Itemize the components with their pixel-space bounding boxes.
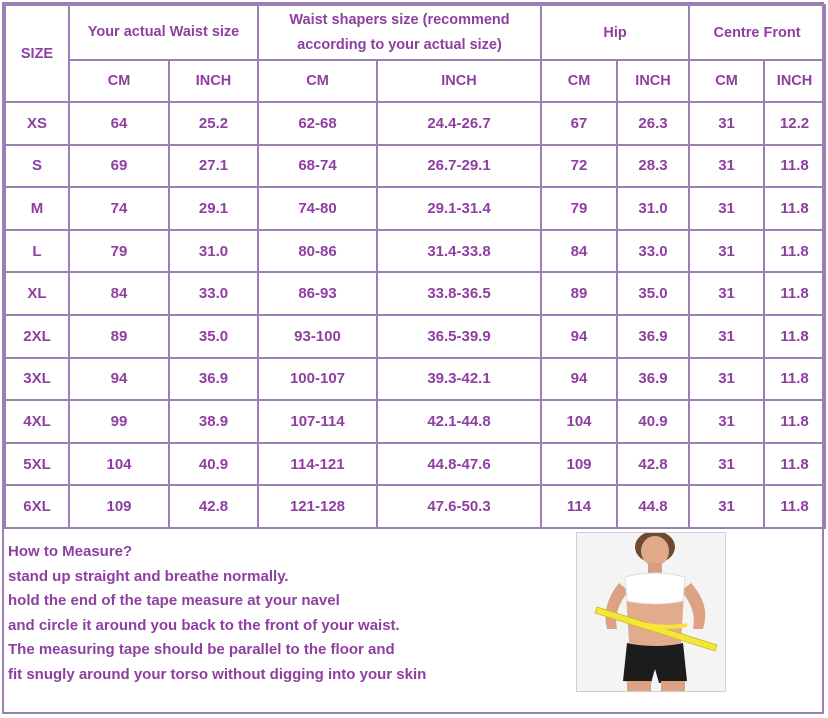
table-row [5, 400, 825, 443]
shaper-cm-cell: 68-74 [258, 145, 377, 188]
hip-inch-cell: 33.0 [617, 230, 689, 273]
size-header: SIZE [5, 5, 69, 102]
cf-inch-cell: 11.8 [764, 315, 825, 358]
waist-inch-cell: 29.1 [169, 187, 258, 230]
shaper-inch-cell: 47.6-50.3 [377, 485, 541, 528]
hip-cm-cell: 109 [541, 443, 617, 486]
size-rows [5, 102, 825, 528]
how-to-title: How to Measure? [8, 543, 133, 560]
hip-inch-cell: 31.0 [617, 187, 689, 230]
waist-inch-cell: 42.8 [169, 485, 258, 528]
how-to-measure [8, 540, 426, 688]
hip-cm-cell: 114 [541, 485, 617, 528]
cf-cm-cell: 31 [689, 145, 764, 188]
hip-cm-cell: 67 [541, 102, 617, 145]
table-row [5, 187, 825, 230]
cf-cm-cell: 31 [689, 358, 764, 401]
shaper-cm-cell: 100-107 [258, 358, 377, 401]
cf-cm-header: CM [689, 60, 764, 102]
size-cell: L [5, 230, 69, 273]
size-chart-table [4, 4, 826, 529]
shaper-cm-cell: 62-68 [258, 102, 377, 145]
waist-inch-cell: 40.9 [169, 443, 258, 486]
size-cell: 4XL [5, 400, 69, 443]
waist-cm-cell: 99 [69, 400, 169, 443]
cf-inch-cell: 11.8 [764, 485, 825, 528]
hip-cm-cell: 104 [541, 400, 617, 443]
size-cell: XS [5, 102, 69, 145]
cf-inch-cell: 11.8 [764, 230, 825, 273]
cf-cm-cell: 31 [689, 102, 764, 145]
hip-cm-header: CM [541, 60, 617, 102]
how-to-line: and circle it around you back to the front of your waist. [8, 616, 400, 634]
waist-cm-cell: 84 [69, 272, 169, 315]
shaper-inch-cell: 36.5-39.9 [377, 315, 541, 358]
cf-cm-cell: 31 [689, 272, 764, 315]
waist-cm-cell: 94 [69, 358, 169, 401]
cf-cm-cell: 31 [689, 485, 764, 528]
shaper-inch-cell: 42.1-44.8 [377, 400, 541, 443]
hip-inch-cell: 40.9 [617, 400, 689, 443]
cf-inch-cell: 11.8 [764, 443, 825, 486]
waist-inch-header: INCH [169, 60, 258, 102]
shaper-inch-cell: 44.8-47.6 [377, 443, 541, 486]
shaper-cm-cell: 121-128 [258, 485, 377, 528]
waist-inch-cell: 33.0 [169, 272, 258, 315]
cf-inch-cell: 11.8 [764, 358, 825, 401]
shaper-cm-cell: 86-93 [258, 272, 377, 315]
cf-inch-cell: 11.8 [764, 145, 825, 188]
hip-cm-cell: 72 [541, 145, 617, 188]
cf-inch-cell: 12.2 [764, 102, 825, 145]
waist-inch-cell: 31.0 [169, 230, 258, 273]
cf-cm-cell: 31 [689, 230, 764, 273]
shaper-cm-cell: 107-114 [258, 400, 377, 443]
shaper-inch-cell: 31.4-33.8 [377, 230, 541, 273]
waist-inch-cell: 25.2 [169, 102, 258, 145]
shaper-cm-cell: 114-121 [258, 443, 377, 486]
table-row [5, 145, 825, 188]
waist-cm-cell: 74 [69, 187, 169, 230]
hip-header: Hip [541, 5, 689, 60]
table-row [5, 358, 825, 401]
measuring-photo [576, 532, 726, 692]
cf-cm-cell: 31 [689, 443, 764, 486]
hip-cm-cell: 84 [541, 230, 617, 273]
shaper-inch-cell: 29.1-31.4 [377, 187, 541, 230]
shaper-inch-cell: 24.4-26.7 [377, 102, 541, 145]
shaper-inch-header: INCH [377, 60, 541, 102]
how-to-line: The measuring tape should be parallel to the floor and [8, 641, 395, 659]
table-row [5, 443, 825, 486]
table-row [5, 102, 825, 145]
hip-inch-header: INCH [617, 60, 689, 102]
hip-inch-cell: 44.8 [617, 485, 689, 528]
table-row [5, 485, 825, 528]
cf-inch-cell: 11.8 [764, 400, 825, 443]
size-cell: S [5, 145, 69, 188]
size-cell: 3XL [5, 358, 69, 401]
cf-inch-header: INCH [764, 60, 825, 102]
waist-cm-cell: 109 [69, 485, 169, 528]
hip-cm-cell: 79 [541, 187, 617, 230]
waist-header: Your actual Waist size [69, 5, 258, 60]
waist-cm-cell: 69 [69, 145, 169, 188]
measuring-illustration [577, 533, 725, 691]
cf-inch-cell: 11.8 [764, 187, 825, 230]
how-to-line: fit snugly around your torso without digging into your skin [8, 665, 427, 683]
shaper-cm-cell: 93-100 [258, 315, 377, 358]
waist-cm-cell: 79 [69, 230, 169, 273]
header-row-top [5, 5, 825, 60]
size-cell: M [5, 187, 69, 230]
waist-cm-cell: 89 [69, 315, 169, 358]
hip-cm-cell: 94 [541, 315, 617, 358]
waist-cm-cell: 64 [69, 102, 169, 145]
waist-cm-cell: 104 [69, 443, 169, 486]
table-row [5, 230, 825, 273]
size-cell: 6XL [5, 485, 69, 528]
measure-section [4, 530, 824, 714]
shaper-header: Waist shapers size (recommend according to your actual size) [258, 5, 541, 60]
shaper-cm-header: CM [258, 60, 377, 102]
cf-cm-cell: 31 [689, 187, 764, 230]
cf-cm-cell: 31 [689, 400, 764, 443]
hip-inch-cell: 36.9 [617, 315, 689, 358]
hip-cm-cell: 89 [541, 272, 617, 315]
hip-cm-cell: 94 [541, 358, 617, 401]
shaper-cm-cell: 74-80 [258, 187, 377, 230]
hip-inch-cell: 26.3 [617, 102, 689, 145]
size-cell: 2XL [5, 315, 69, 358]
hip-inch-cell: 35.0 [617, 272, 689, 315]
waist-cm-header: CM [69, 60, 169, 102]
waist-inch-cell: 36.9 [169, 358, 258, 401]
how-to-line: hold the end of the tape measure at your navel [8, 592, 340, 610]
shaper-cm-cell: 80-86 [258, 230, 377, 273]
how-to-line: stand up straight and breathe normally. [8, 567, 289, 585]
waist-inch-cell: 38.9 [169, 400, 258, 443]
header-row-units [5, 60, 825, 102]
table-row [5, 315, 825, 358]
waist-inch-cell: 27.1 [169, 145, 258, 188]
shaper-inch-cell: 39.3-42.1 [377, 358, 541, 401]
size-cell: XL [5, 272, 69, 315]
cf-inch-cell: 11.8 [764, 272, 825, 315]
shaper-inch-cell: 26.7-29.1 [377, 145, 541, 188]
shaper-inch-cell: 33.8-36.5 [377, 272, 541, 315]
hip-inch-cell: 28.3 [617, 145, 689, 188]
waist-inch-cell: 35.0 [169, 315, 258, 358]
size-cell: 5XL [5, 443, 69, 486]
centre-front-header: Centre Front [689, 5, 825, 60]
hip-inch-cell: 42.8 [617, 443, 689, 486]
hip-inch-cell: 36.9 [617, 358, 689, 401]
table-row [5, 272, 825, 315]
cf-cm-cell: 31 [689, 315, 764, 358]
